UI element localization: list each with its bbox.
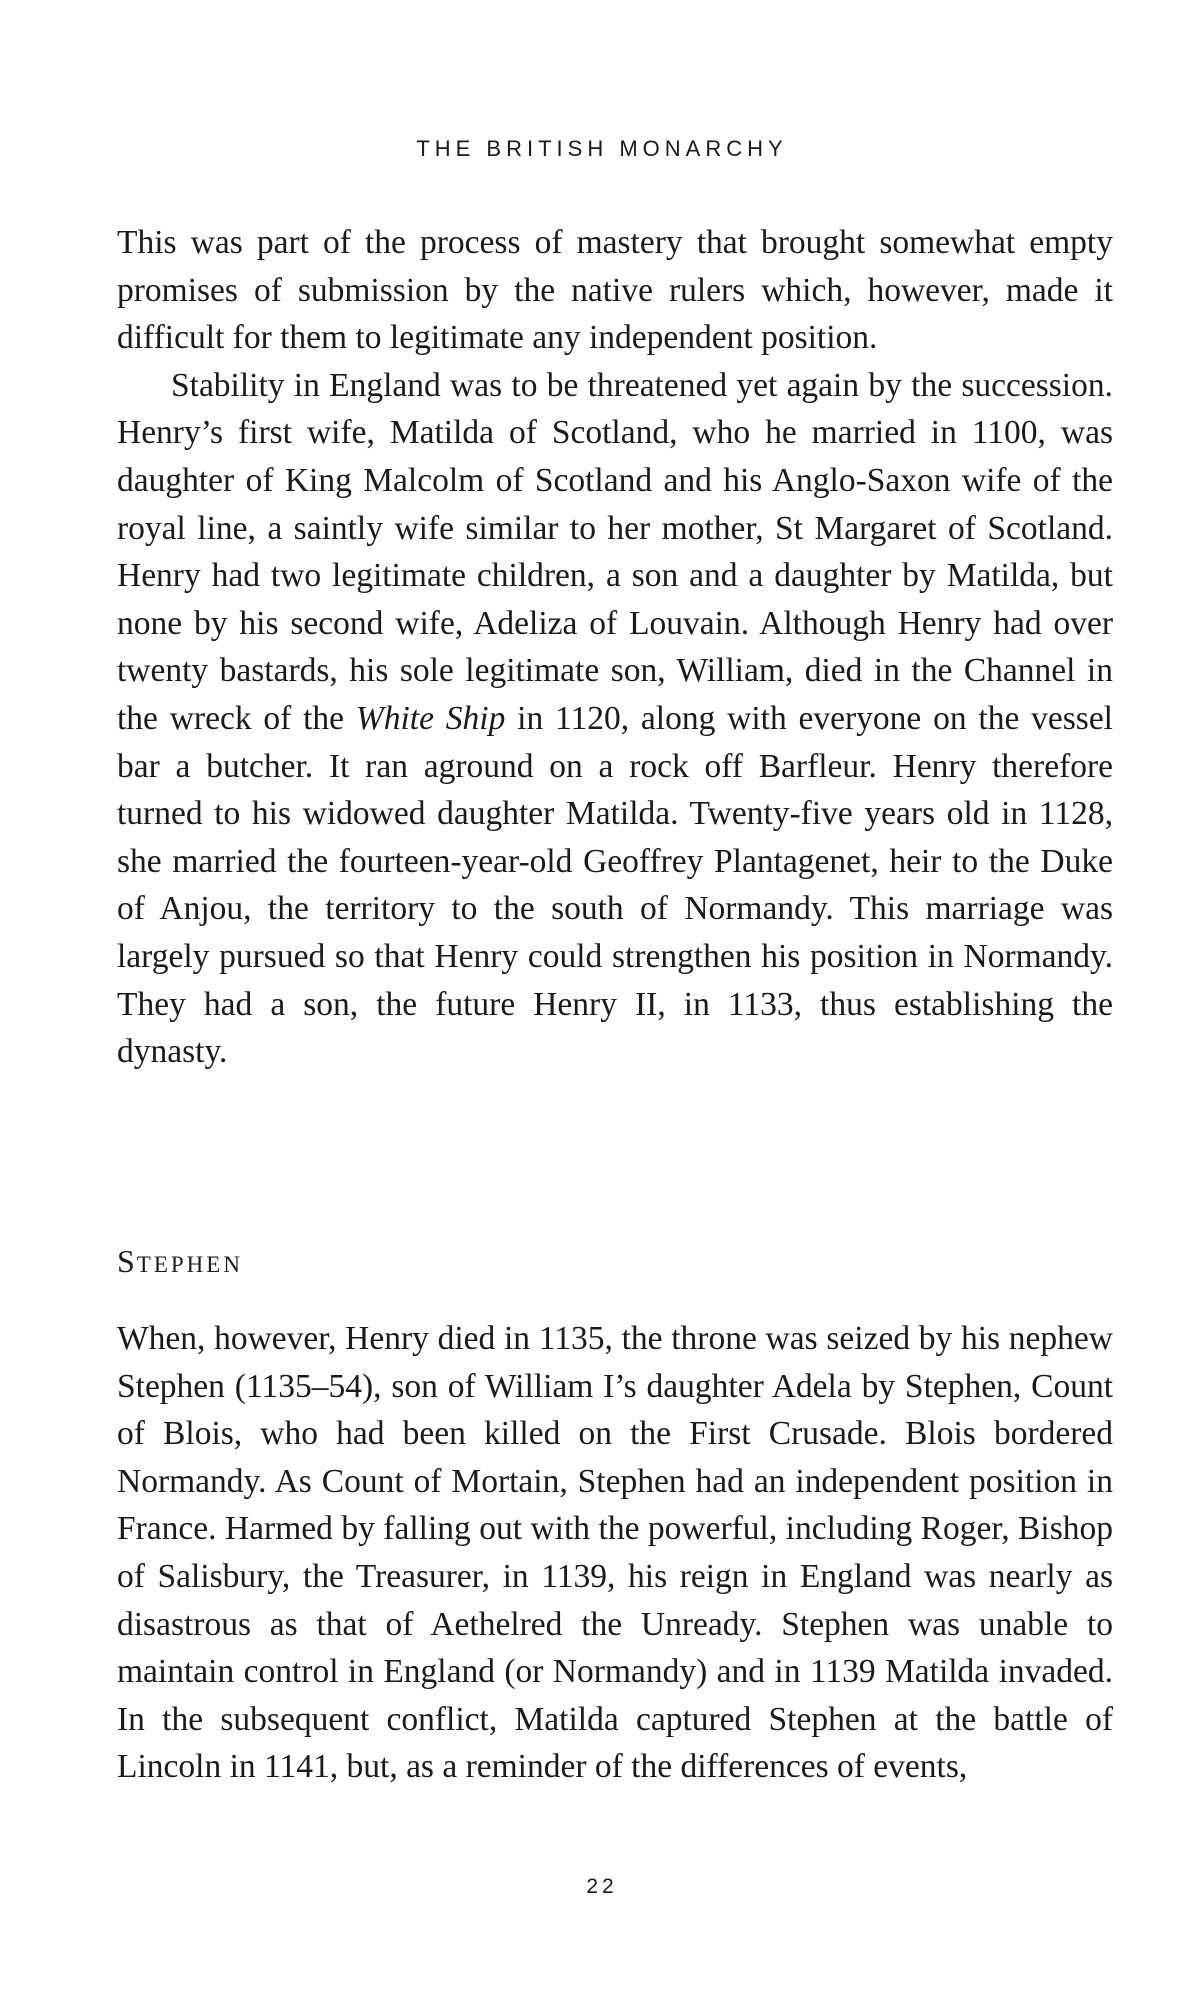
ship-name-italic: White Ship xyxy=(355,699,506,737)
body-text-lower xyxy=(117,1315,1113,1791)
section-heading-rest: TEPHEN xyxy=(136,1252,243,1277)
paragraph-3: When, however, Henry died in 1135, the throne was seized by his nephew Stephen (1135–54), son of William I’s daughter Adela by Stephen, Count of Blois, who had been killed on the First Crusade. Blois bordered Normandy. As Count of Mortain, Stephen had an independent position in France. Harmed by falling out with the powerful, including Roger, Bishop of Salisbury, the Treasurer, in 1139, his reign in England was nearly as disastrous as that of Aethelred the Unready. Stephen was unable to maintain control in England (or Normandy) and in 1139 Matilda invaded. In the subsequent conflict, Matilda captured Stephen at the battle of Lincoln in 1141, but, as a reminder of the differences of events, xyxy=(117,1320,1113,1786)
paragraph-1: This was part of the process of mastery that brought somewhat empty promises of submission by the native rulers which, however, made it difficult for them to legitimate any independent position. xyxy=(117,224,1113,357)
paragraph-2-part-2: in 1120, along with everyone on the vessel bar a butcher. It ran aground on a rock off Barfleur. Henry therefore turned to his widowed daughter Matilda. Twenty-five years old in 1128, she married the fourteen-year-old Geoffrey Plantagenet, heir to the Duke of Anjou, the territory to the south of Normandy. This marriage was largely pursued so that Henry could strengthen his position in Normandy. They had a son, the future Henry II, in 1133, thus establishing the dynasty. xyxy=(117,699,1113,1071)
paragraph-2 xyxy=(117,362,1113,1076)
running-head: THE BRITISH MONARCHY xyxy=(416,136,788,161)
section-heading-initial: S xyxy=(117,1243,137,1279)
section-heading xyxy=(117,1243,243,1280)
body-text-upper xyxy=(117,219,1113,1076)
page-number: 22 xyxy=(586,1875,618,1898)
paragraph-2-part-1: Stability in England was to be threatened yet again by the succession. Henry’s first wife, Matilda of Scotland, who he married in 1100, was daughter of King Malcolm of Scotland and his Anglo-Saxon wife of the royal line, a saintly wife similar to her mother, St Margaret of Scotland. Henry had two legitimate children, a son and a daughter by Matilda, but none by his second wife, Adeliza of Louvain. Although Henry had over twenty bastards, his sole legitimate son, William, died in the Channel in the wreck of the xyxy=(117,366,1113,737)
